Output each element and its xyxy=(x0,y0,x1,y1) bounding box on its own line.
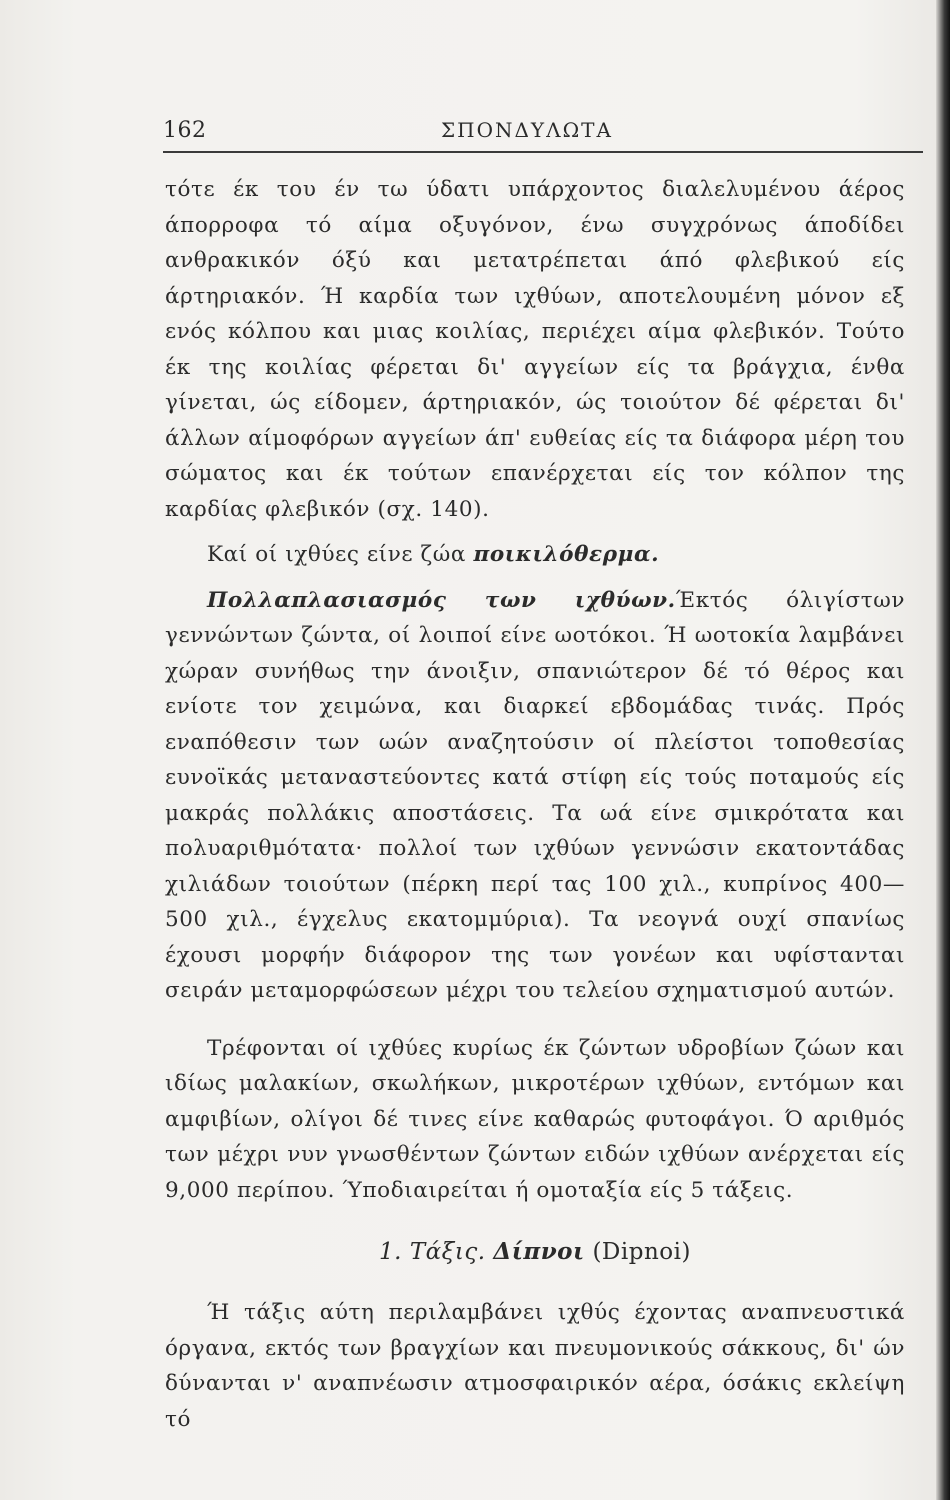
paragraph-dipnoi: Ή τάξις αύτη περιλαμβάνει ιχθύς έχοντας αναπνευστικά όργανα, εκτός των βραγχίων και πνευμονικούς σάκκους, δι' ών δύνανται ν' αναπνέωσιν ατμοσφαιρικόν αέρα, όσάκις εκλείψη τό xyxy=(165,1300,905,1432)
body-text xyxy=(165,172,905,1437)
section-word: Τάξις. xyxy=(409,1239,486,1265)
paragraph-reproduction xyxy=(165,583,905,1009)
paragraph-feeding: Τρέφονται οί ιχθύες κυρίως έκ ζώντων υδροβίων ζώων και ιδίως μαλακίων, σκωλήκων, μικροτέρων ιχθύων, εντόμων και αμφιβίων, ολίγοι δέ τινες είνε καθαρώς φυτοφάγοι. Ό αριθμός των μέχρι νυν γνωσθέντων ζώντων ειδών ιχθύων ανέρχεται είς 9,000 περίπου. Ύποδιαιρείται ή ομοταξία είς 5 τάξεις. xyxy=(165,1035,905,1203)
poikilotherm-term: ποικιλόθερμα. xyxy=(473,542,660,567)
section-title xyxy=(165,1238,905,1265)
section-latin-name: (Dipnoi) xyxy=(592,1239,691,1265)
poikilotherm-text: Καί οί ιχθύες είνε ζώα xyxy=(207,542,474,567)
page-header xyxy=(163,118,933,148)
section-number: 1. xyxy=(379,1239,402,1265)
page-edge-shadow xyxy=(936,0,950,1500)
reproduction-text: Έκτός όλιγίστων γεννώντων ζώντα, οί λοιποί είνε ωοτόκοι. Ή ωοτοκία λαμβάνει χώραν συνήθως την άνοιξιν, σπανιώτερον δέ τό θέρος και ενίοτε τον χειμώνα, και διαρκεί εβδομάδας τινάς. Πρός εναπόθεσιν των ωών αναζητούσιν οί πλείστοι τοποθεσίας ευνοϊκάς μεταναστεύοντες κατά στίφη είς τούς ποταμούς είς μακράς πολλάκις αποστάσεις. Τα ωά είνε σμικρότατα και πολυαριθμότατα· πολλοί των ιχθύων γεννώσιν εκατοντάδας χιλιάδων τοιούτων (πέρκη περί τας 100 χιλ., κυπρίνος 400—500 χιλ., έγχελυς εκατομμύρια). Τα νεογνά ουχί σπανίως έχουσι μορφήν διάφορον της των γονέων και υφίστανται σειράν μεταμορφώσεων μέχρι του τελείου σχηματισμού αυτών. xyxy=(165,587,906,1003)
reproduction-heading: Πολλαπλασιασμός των ιχθύων. xyxy=(207,587,676,613)
paragraph-poikilotherm xyxy=(165,537,905,573)
page-number: 162 xyxy=(163,118,207,143)
running-head: ΣΠΟΝΔΥΛΩΤΑ xyxy=(441,118,613,142)
header-rule xyxy=(163,151,923,153)
section-greek-name: Δίπνοι xyxy=(493,1238,585,1265)
paragraph-circulation: τότε έκ του έν τω ύδατι υπάρχοντος διαλελυμένου άέρος άπορροφα τό αίμα οξυγόνον, ένω συγχρόνως άποδίδει ανθρακικόν όξύ και μετατρέπεται άπό φλεβικού είς άρτηριακόν. Ή καρδία των ιχθύων, αποτελουμένη μόνον εξ ενός κόλπου και μιας κοιλίας, περιέχει αίμα φλεβικόν. Τούτο έκ της κοιλίας φέρεται δι' αγγείων είς τα βράγχια, ένθα γίνεται, ώς είδομεν, άρτηριακόν, ώς τοιούτον δέ φέρεται δι' άλλων αίμοφόρων αγγείων άπ' ευθείας είς τα διάφορα μέρη του σώματος και έκ τούτων επανέρχεται είς τον κόλπον της καρδίας φλεβικόν (σχ. 140). xyxy=(165,177,905,522)
